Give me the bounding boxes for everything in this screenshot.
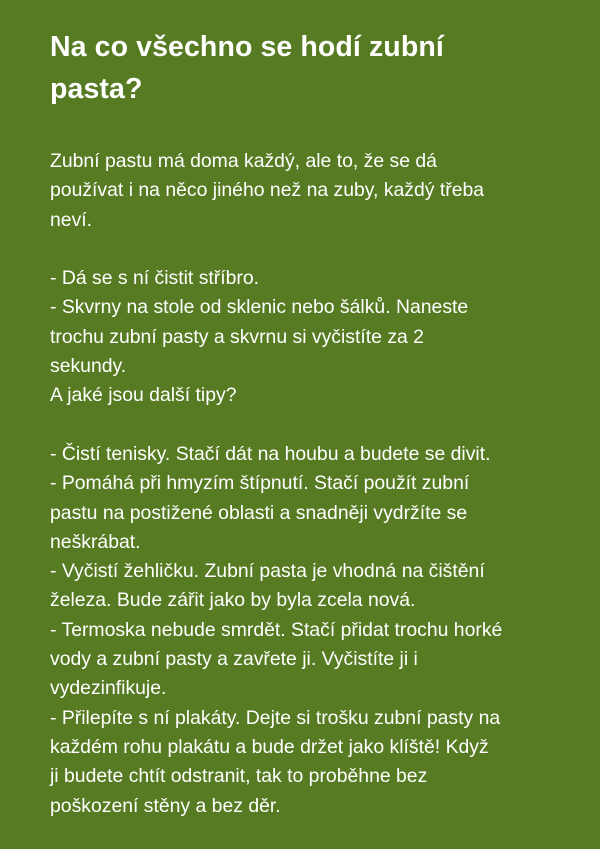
article-title	[50, 26, 560, 110]
intro-paragraph	[50, 147, 560, 235]
text-line: neškrábat.	[50, 530, 141, 553]
text-line: Zubní pastu má doma každý, ale to, že se dá	[50, 150, 437, 172]
text-line: - Čistí tenisky. Stačí dát na houbu a budete se divit.	[50, 442, 491, 465]
text-line: železa. Bude zářit jako by byla zcela nová.	[50, 589, 416, 612]
text-line: každém rohu plakátu a bude držet jako klíště! Když	[50, 735, 489, 758]
text-line: - Dá se s ní čistit stříbro.	[50, 267, 260, 290]
text-line: - Termoska nebude smrdět. Stačí přidat trochu horké	[50, 618, 503, 641]
title-line: pasta?	[50, 73, 143, 105]
text-line: vydezinfikuje.	[50, 677, 167, 700]
article-body	[50, 147, 560, 821]
tips-paragraph-2	[50, 440, 560, 821]
tips-paragraph-1	[50, 264, 560, 410]
text-line: - Skvrny na stole od sklenic nebo šálků. Naneste	[50, 296, 469, 319]
text-line: pastu na postižené oblasti a snadněji vydržíte se	[50, 501, 468, 524]
text-line: - Přilepíte s ní plakáty. Dejte si trošku zubní pasty na	[50, 706, 501, 729]
paragraph-spacer	[50, 411, 560, 440]
text-line: trochu zubní pasty a skvrnu si vyčistíte za 2	[50, 325, 424, 348]
text-line: vody a zubní pasty a zavřete ji. Vyčistíte ji i	[50, 648, 418, 671]
text-line: A jaké jsou další tipy?	[50, 384, 237, 407]
paragraph-spacer	[50, 235, 560, 264]
text-line: - Vyčistí žehličku. Zubní pasta je vhodná na čištění	[50, 560, 485, 583]
text-line: sekundy.	[50, 355, 127, 378]
title-line: Na co všechno se hodí zubní	[50, 31, 444, 63]
text-line: neví.	[50, 208, 93, 231]
text-line: používat i na něco jiného než na zuby, každý třeba	[50, 179, 485, 202]
text-line: poškození stěny a bez děr.	[50, 794, 281, 817]
text-line: - Pomáhá při hmyzím štípnutí. Stačí použít zubní	[50, 472, 470, 495]
text-line: ji budete chtít odstranit, tak to proběhne bez	[50, 765, 428, 788]
